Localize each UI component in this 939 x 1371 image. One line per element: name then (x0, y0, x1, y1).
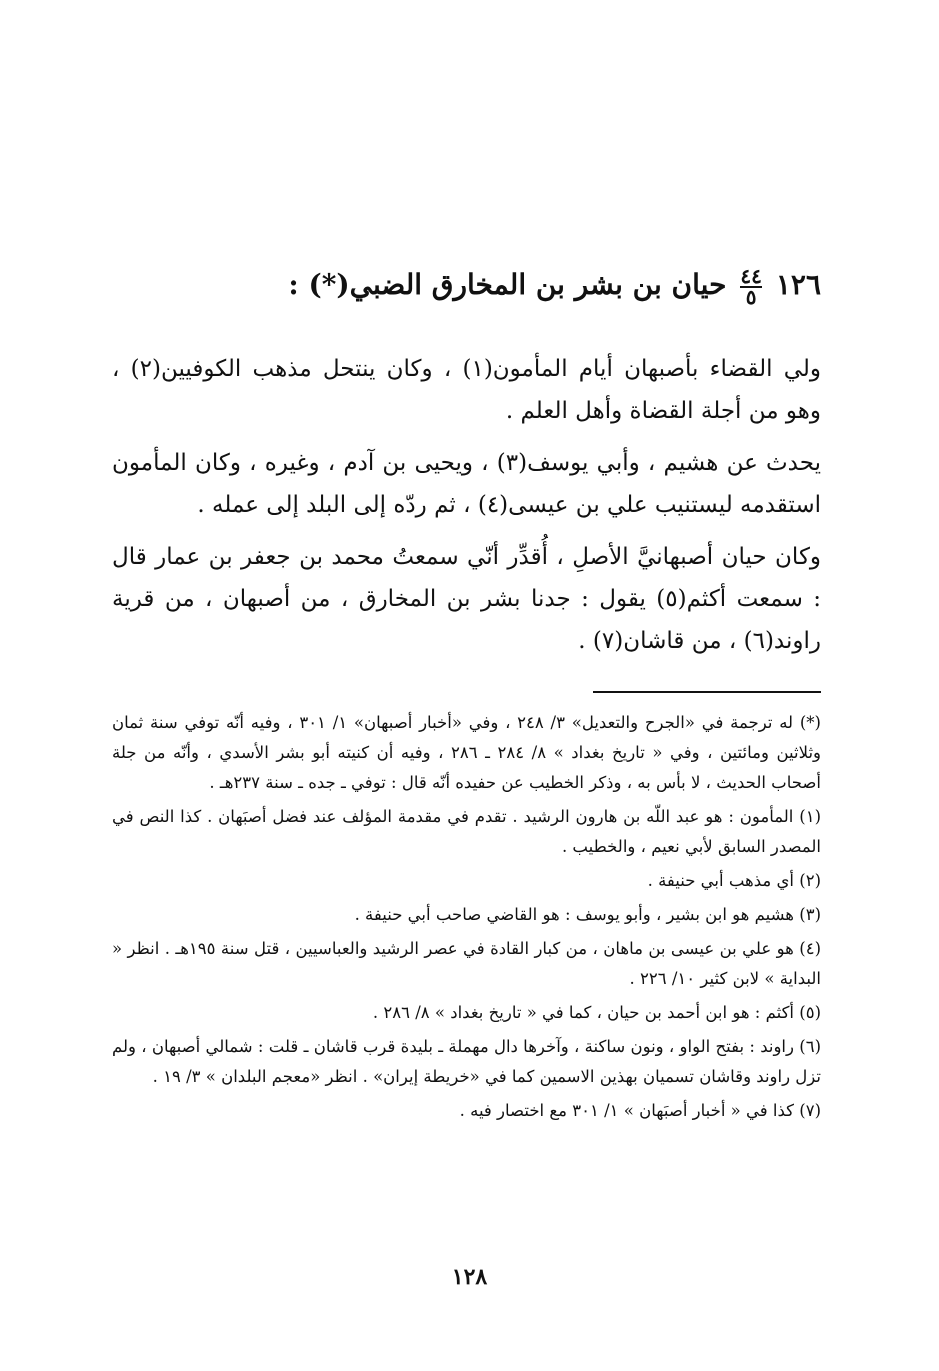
paragraph: ولي القضاء بأصبهان أيام المأمون(١) ، وكان ينتحل مذهب الكوفيين(٢) ، وهو من أجلة القضاة وأهل العلم . (112, 356, 821, 424)
entry-marker-bottom: ٥ (745, 285, 757, 309)
footnote: (*) له ترجمة في «الجرح والتعديل» ٣/ ٢٤٨ ، وفي «أخبار أصبهان» ١/ ٣٠١ ، وفيه أنّه توفي سنة ثمان وثلاثين ومائتين ، وفي « تاريخ بغداد » ٨/ ٢٨٤ ـ ٢٨٦ ، وفيه أن كنيته أبو بشر الأسدي ، وأنّه من جلة أصحاب الحديث ، لا بأس به ، وذكر الخطيب عن حفيده أنّه قال : توفي ـ جده ـ سنة ٢٣٧هـ . (112, 713, 822, 792)
page-number: ١٢٨ (451, 1264, 488, 1290)
footnote: (٦) راوند : بفتح الواو ، ونون ساكنة ، وآخرها دال مهملة ـ بليدة قرب قاشان ـ قلت : شمالي أصبهان ، ولم تزل راوند وقاشان تسميان بهذين الاسمين كما في «خريطة إيران» . انظر «معجم البلدان » ٣/ ١٩ . (112, 1037, 821, 1086)
footnote-separator (593, 691, 821, 693)
main-text (112, 262, 821, 672)
entry-number: ١٢٦ (775, 268, 821, 301)
entry-marker (740, 264, 762, 309)
paragraph: وكان حيان أصبهانيَّ الأصلِ ، أُقدِّر أنّي سمعتُ محمد بن جعفر بن عمار قال : سمعت أكثم(٥) يقول : جدنا بشر بن المخارق ، من أصبهان ، من قرية راوند(٦) ، من قاشان(٧) . (112, 544, 821, 654)
entry-title: حيان بن بشر بن المخارق الضبي(*) : (288, 268, 727, 301)
footnotes (112, 708, 821, 1130)
entry-marker-top: ٤٤ (740, 264, 762, 288)
footnote: (٢) أي مذهب أبي حنيفة . (647, 871, 821, 890)
footnote: (٣) هشيم هو ابن بشير ، وأبو يوسف : هو القاضي صاحب أبي حنيفة . (354, 905, 821, 924)
footnote: (٥) أكثم : هو ابن أحمد بن حيان ، كما في « تاريخ بغداد » ٨/ ٢٨٦ . (372, 1003, 821, 1022)
footnote: (٤) هو علي بن عيسى بن ماهان ، من كبار القادة في عصر الرشيد والعباسيين ، قتل سنة ١٩٥هـ . انظر « البداية » لابن كثير ١٠/ ٢٢٦ . (112, 939, 822, 988)
entry-heading (112, 262, 821, 308)
footnote: (٧) كذا في « أخبار أصبَهان » ١/ ٣٠١ مع اختصار فيه . (459, 1101, 821, 1120)
paragraph: يحدث عن هشيم ، وأبي يوسف(٣) ، ويحيى بن آدم ، وغيره ، وكان المأمون استقدمه ليستنيب علي بن عيسى(٤) ، ثم ردّه إلى البلد إلى عمله . (112, 450, 822, 518)
footnote: (١) المأمون : هو عبد اللّه بن هارون الرشيد . تقدم في مقدمة المؤلف عند فضل أصبَهان . كذا النص في المصدر السابق لأبي نعيم ، والخطيب . (112, 807, 821, 856)
